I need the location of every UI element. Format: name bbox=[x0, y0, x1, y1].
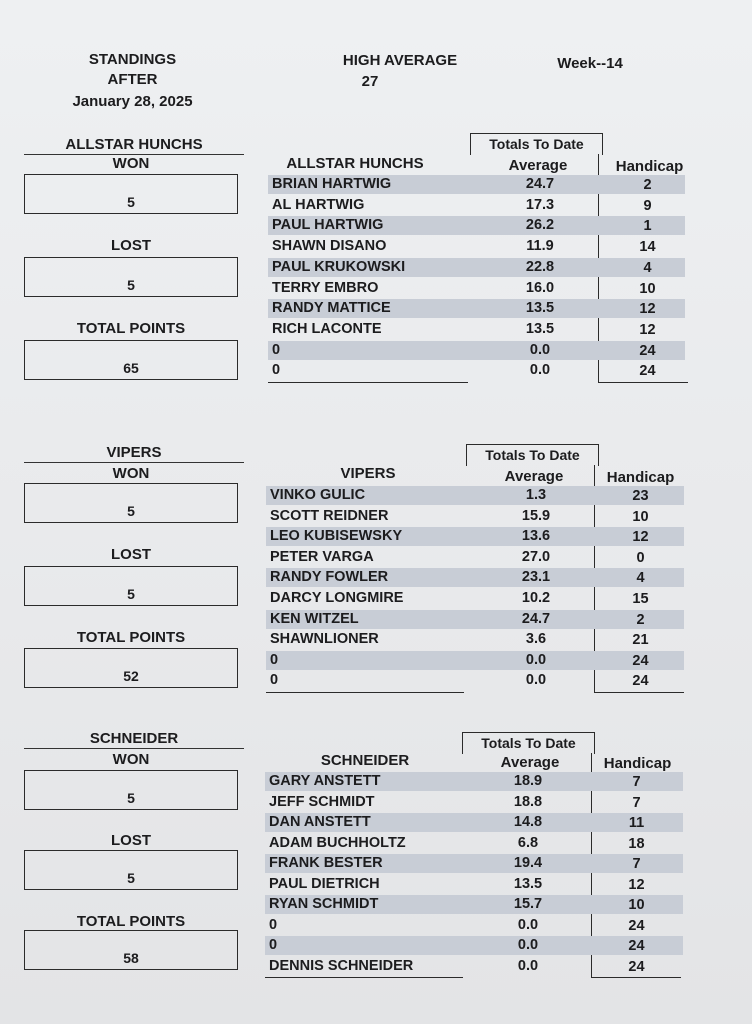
player-row bbox=[0, 340, 752, 361]
player-average: 3.6 bbox=[525, 631, 547, 648]
player-handicap: 10 bbox=[639, 280, 656, 297]
player-row bbox=[0, 956, 752, 977]
player-handicap: 12 bbox=[639, 301, 656, 318]
player-handicap: 11 bbox=[628, 815, 645, 831]
player-row bbox=[0, 670, 752, 691]
team-section bbox=[0, 730, 752, 990]
player-handicap: 4 bbox=[643, 259, 652, 276]
player-handicap: 7 bbox=[632, 794, 641, 811]
player-name: PETER VARGA bbox=[270, 548, 374, 565]
player-row bbox=[0, 874, 752, 895]
player-name: RYAN SCHMIDT bbox=[269, 896, 379, 912]
player-average: 16.0 bbox=[525, 279, 555, 296]
player-name: DARCY LONGMIRE bbox=[270, 590, 404, 606]
team-title: SCHNEIDER bbox=[24, 730, 244, 749]
average-column-header: Average bbox=[508, 157, 568, 174]
total-points-value: 58 bbox=[123, 950, 139, 966]
player-row bbox=[0, 833, 752, 854]
player-handicap: 15 bbox=[632, 591, 649, 607]
player-row bbox=[0, 771, 752, 792]
player-average: 0.0 bbox=[529, 362, 551, 379]
player-row bbox=[0, 650, 752, 671]
player-row bbox=[0, 853, 752, 874]
player-row bbox=[0, 935, 752, 956]
player-name: GARY ANSTETT bbox=[269, 773, 381, 789]
player-name: LEO KUBISEWSKY bbox=[270, 528, 403, 545]
total-points-value: 52 bbox=[123, 668, 139, 684]
player-handicap: 2 bbox=[636, 611, 645, 628]
player-handicap: 21 bbox=[632, 632, 649, 649]
won-value: 5 bbox=[127, 503, 135, 519]
totals-to-date-header: Totals To Date bbox=[466, 444, 599, 466]
player-average: 11.9 bbox=[526, 238, 554, 255]
lost-value: 5 bbox=[127, 277, 135, 293]
lost-label: LOST bbox=[111, 832, 151, 849]
totals-to-date-header: Totals To Date bbox=[470, 133, 603, 155]
player-row bbox=[0, 257, 752, 278]
player-name: 0 bbox=[272, 341, 281, 358]
player-average: 13.5 bbox=[525, 320, 555, 337]
player-name: SHAWNLIONER bbox=[270, 631, 379, 648]
player-row bbox=[0, 360, 752, 381]
player-row bbox=[0, 609, 752, 630]
lost-label: LOST bbox=[111, 237, 151, 254]
team-title: VIPERS bbox=[24, 444, 244, 463]
won-label: WON bbox=[112, 465, 150, 482]
high-average-value: 27 bbox=[361, 73, 379, 90]
player-average: 0.0 bbox=[517, 916, 539, 933]
player-average: 0.0 bbox=[525, 651, 547, 668]
player-name: PAUL HARTWIG bbox=[272, 217, 384, 234]
player-handicap: 24 bbox=[632, 673, 649, 690]
team-section bbox=[0, 444, 752, 704]
player-average: 24.7 bbox=[521, 610, 551, 627]
total-points-label: TOTAL POINTS bbox=[76, 320, 186, 337]
player-average: 13.6 bbox=[521, 528, 551, 545]
player-handicap: 7 bbox=[632, 774, 641, 790]
player-row bbox=[0, 812, 752, 833]
player-name: VINKO GULIC bbox=[270, 487, 366, 503]
player-average: 0.0 bbox=[517, 937, 539, 953]
player-row bbox=[0, 567, 752, 588]
lost-value: 5 bbox=[127, 870, 135, 886]
player-handicap: 24 bbox=[632, 652, 649, 669]
player-row bbox=[0, 215, 752, 236]
player-name: PAUL DIETRICH bbox=[269, 875, 380, 892]
player-row bbox=[0, 195, 752, 216]
player-row bbox=[0, 485, 752, 506]
player-handicap: 12 bbox=[628, 876, 645, 893]
player-average: 22.8 bbox=[525, 258, 555, 275]
player-name: FRANK BESTER bbox=[269, 855, 383, 871]
player-average: 14.8 bbox=[513, 814, 543, 830]
average-column-header: Average bbox=[504, 468, 564, 485]
lost-value: 5 bbox=[127, 586, 135, 602]
player-row bbox=[0, 174, 752, 195]
player-handicap: 23 bbox=[632, 488, 649, 504]
player-row bbox=[0, 319, 752, 340]
player-name: AL HARTWIG bbox=[272, 196, 365, 213]
total-points-label: TOTAL POINTS bbox=[76, 913, 186, 930]
player-handicap: 9 bbox=[643, 197, 652, 214]
player-handicap: 1 bbox=[643, 218, 652, 235]
player-name: PAUL KRUKOWSKI bbox=[272, 258, 406, 275]
player-handicap: 10 bbox=[632, 508, 649, 525]
roster-bottom-rule bbox=[266, 692, 464, 693]
player-handicap: 2 bbox=[643, 177, 652, 193]
player-average: 10.2 bbox=[521, 590, 551, 606]
handicap-column-header: Handicap bbox=[603, 755, 672, 772]
player-average: 24.7 bbox=[525, 176, 555, 192]
after-label: AFTER bbox=[107, 71, 158, 88]
player-row bbox=[0, 526, 752, 547]
player-row bbox=[0, 629, 752, 650]
handicap-column-header: Handicap bbox=[606, 469, 675, 486]
player-row bbox=[0, 236, 752, 257]
handicap-column-header: Handicap bbox=[615, 158, 684, 175]
player-average: 23.1 bbox=[521, 569, 551, 586]
high-average-label: HIGH AVERAGE bbox=[342, 52, 458, 69]
player-average: 15.7 bbox=[513, 896, 543, 912]
player-handicap: 24 bbox=[639, 363, 656, 380]
player-name: 0 bbox=[269, 916, 278, 933]
standings-title: STANDINGS bbox=[88, 51, 177, 68]
player-name: 0 bbox=[270, 672, 279, 689]
player-row bbox=[0, 894, 752, 915]
player-name: SCOTT REIDNER bbox=[270, 507, 389, 524]
player-name: JEFF SCHMIDT bbox=[269, 793, 375, 810]
player-average: 13.5 bbox=[513, 875, 543, 892]
player-average: 18.8 bbox=[513, 793, 543, 810]
player-average: 0.0 bbox=[517, 957, 539, 974]
player-average: 19.4 bbox=[513, 855, 543, 871]
player-row bbox=[0, 588, 752, 609]
player-handicap: 4 bbox=[636, 570, 645, 587]
player-row bbox=[0, 278, 752, 299]
roster-bottom-rule bbox=[265, 977, 463, 978]
player-name: RICH LACONTE bbox=[272, 320, 382, 337]
player-handicap: 0 bbox=[636, 549, 645, 566]
lost-label: LOST bbox=[111, 546, 151, 563]
roster-team-header: SCHNEIDER bbox=[320, 752, 410, 769]
player-average: 13.5 bbox=[525, 300, 555, 317]
player-average: 0.0 bbox=[529, 341, 551, 358]
player-average: 0.0 bbox=[525, 672, 547, 689]
player-average: 15.9 bbox=[521, 507, 551, 524]
won-label: WON bbox=[112, 155, 150, 172]
standings-date: January 28, 2025 bbox=[72, 93, 193, 110]
player-name: SHAWN DISANO bbox=[272, 238, 387, 255]
player-name: 0 bbox=[270, 651, 279, 668]
player-name: RANDY MATTICE bbox=[272, 300, 391, 317]
roster-team-header: VIPERS bbox=[340, 465, 396, 482]
player-handicap: 7 bbox=[632, 856, 641, 872]
player-row bbox=[0, 547, 752, 568]
player-name: KEN WITZEL bbox=[270, 610, 359, 627]
player-name: DAN ANSTETT bbox=[269, 814, 371, 830]
player-average: 26.2 bbox=[525, 217, 555, 234]
player-handicap: 24 bbox=[639, 342, 656, 359]
roster-team-header: ALLSTAR HUNCHS bbox=[286, 155, 424, 172]
week-label: Week--14 bbox=[557, 55, 623, 72]
player-name: 0 bbox=[272, 362, 281, 379]
player-handicap: 10 bbox=[628, 897, 645, 913]
team-title: ALLSTAR HUNCHS bbox=[24, 136, 244, 155]
player-average: 1.3 bbox=[525, 487, 547, 503]
won-value: 5 bbox=[127, 194, 135, 210]
player-handicap: 24 bbox=[628, 917, 645, 934]
player-row bbox=[0, 506, 752, 527]
player-row bbox=[0, 792, 752, 813]
won-value: 5 bbox=[127, 790, 135, 806]
roster-bottom-rule bbox=[268, 382, 468, 383]
player-name: 0 bbox=[269, 937, 278, 953]
team-section bbox=[0, 133, 752, 393]
total-points-label: TOTAL POINTS bbox=[76, 629, 186, 646]
player-row bbox=[0, 915, 752, 936]
won-label: WON bbox=[112, 751, 150, 768]
player-handicap: 14 bbox=[639, 239, 656, 256]
player-name: RANDY FOWLER bbox=[270, 569, 389, 586]
player-handicap: 12 bbox=[639, 321, 656, 338]
player-name: ADAM BUCHHOLTZ bbox=[269, 834, 406, 851]
player-average: 18.9 bbox=[513, 773, 543, 789]
player-handicap: 12 bbox=[632, 529, 649, 546]
player-row bbox=[0, 298, 752, 319]
player-average: 6.8 bbox=[517, 834, 539, 851]
player-name: BRIAN HARTWIG bbox=[272, 176, 392, 192]
player-handicap: 24 bbox=[628, 938, 645, 954]
player-handicap: 18 bbox=[628, 835, 645, 852]
player-average: 27.0 bbox=[521, 548, 551, 565]
player-average: 17.3 bbox=[525, 196, 555, 213]
player-name: TERRY EMBRO bbox=[272, 279, 379, 296]
player-name: DENNIS SCHNEIDER bbox=[269, 957, 414, 974]
total-points-value: 65 bbox=[123, 360, 139, 376]
totals-to-date-header: Totals To Date bbox=[462, 732, 595, 754]
average-column-header: Average bbox=[500, 754, 560, 771]
player-handicap: 24 bbox=[628, 958, 645, 975]
